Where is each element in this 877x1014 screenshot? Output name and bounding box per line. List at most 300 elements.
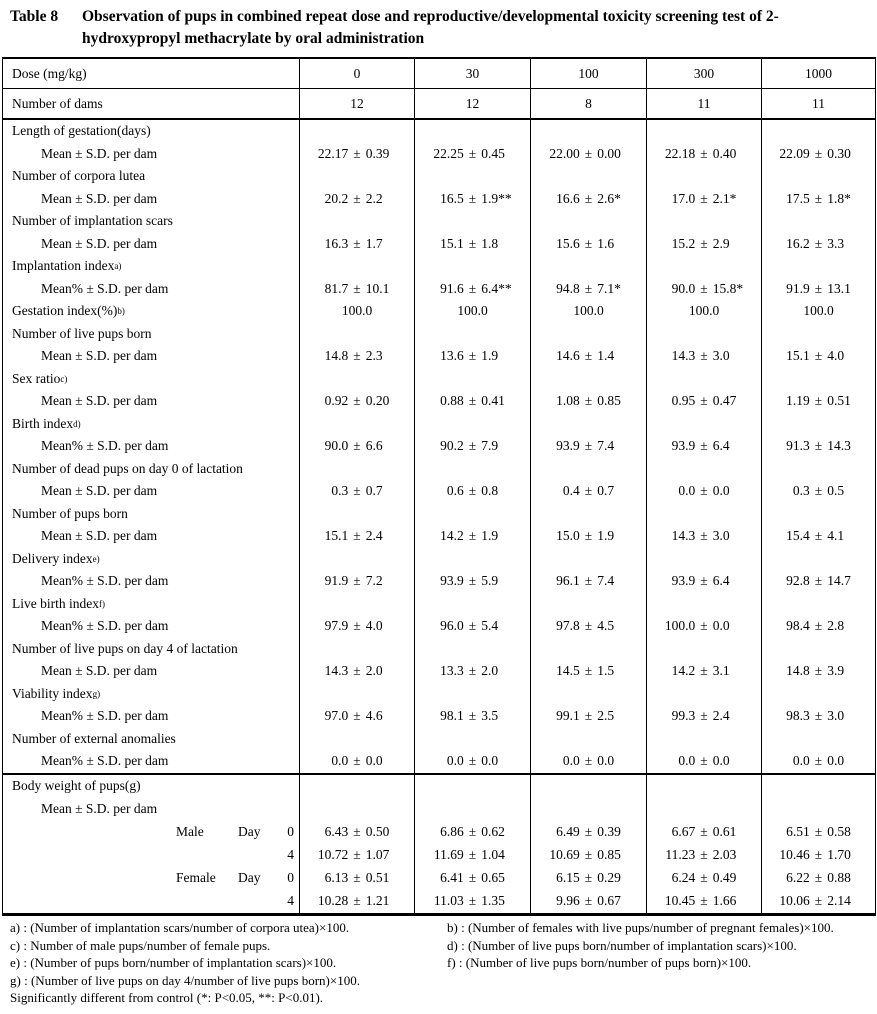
plus-minus-sign: ± bbox=[700, 235, 708, 251]
value-cell bbox=[530, 413, 646, 436]
table-row bbox=[3, 750, 875, 773]
plus-minus-sign: ± bbox=[353, 847, 361, 862]
plus-minus-sign: ± bbox=[468, 393, 477, 409]
mean-value: 10.46 bbox=[779, 847, 810, 862]
value-cell bbox=[414, 638, 530, 661]
plus-minus-sign: ± bbox=[468, 280, 477, 296]
plus-minus-sign: ± bbox=[814, 753, 823, 769]
single-value: 8 bbox=[585, 95, 592, 111]
value-cell bbox=[530, 458, 646, 481]
plus-minus-sign: ± bbox=[700, 393, 708, 409]
mean-value: 13.6 bbox=[440, 348, 464, 364]
mean-value: 0.0 bbox=[331, 753, 349, 769]
row-label bbox=[3, 798, 299, 821]
mean-value: 15.1 bbox=[440, 235, 464, 251]
row-label bbox=[3, 660, 299, 683]
sd-value: 1.21 bbox=[365, 893, 390, 908]
value-cell bbox=[646, 278, 761, 301]
value-cell bbox=[299, 615, 414, 638]
sd-value: 0.0 bbox=[827, 753, 845, 769]
row-label-text: Number of external anomalies bbox=[12, 730, 176, 746]
plus-minus-sign: ± bbox=[814, 190, 823, 206]
sd-value: 6.4 bbox=[712, 573, 730, 589]
value-cell bbox=[761, 775, 875, 798]
row-label-text: Number of live pups born bbox=[12, 325, 152, 341]
sd-value: 1.6 bbox=[597, 235, 615, 251]
value-cell bbox=[761, 683, 875, 706]
value-cell bbox=[530, 570, 646, 593]
value-cell bbox=[530, 188, 646, 211]
table-body bbox=[3, 120, 875, 773]
value-cell bbox=[761, 660, 875, 683]
table-row bbox=[3, 890, 875, 913]
mean-value: 0.0 bbox=[678, 483, 696, 499]
mean-value: 98.4 bbox=[786, 618, 810, 634]
value-cell bbox=[646, 480, 761, 503]
mean-value: 14.3 bbox=[671, 348, 696, 364]
plus-minus-sign: ± bbox=[584, 438, 593, 454]
table-row bbox=[3, 165, 875, 188]
value-cell bbox=[530, 660, 646, 683]
value-cell bbox=[530, 143, 646, 166]
plus-minus-sign: ± bbox=[353, 663, 361, 679]
single-value: 0 bbox=[353, 65, 361, 81]
mean-value: 16.2 bbox=[786, 235, 810, 251]
value-cell bbox=[414, 821, 530, 844]
sd-value: 3.3 bbox=[827, 235, 845, 251]
mean-value: 99.1 bbox=[556, 708, 580, 724]
value-cell bbox=[761, 525, 875, 548]
value-cell bbox=[761, 120, 875, 143]
value-cell bbox=[299, 570, 414, 593]
table-row bbox=[3, 660, 875, 683]
value-cell bbox=[530, 750, 646, 773]
value-cell bbox=[530, 165, 646, 188]
table-row bbox=[3, 798, 875, 821]
value-cell bbox=[530, 390, 646, 413]
plus-minus-sign: ± bbox=[814, 573, 823, 589]
day-label: Day bbox=[238, 824, 261, 839]
sd-value: 0.0 bbox=[481, 753, 499, 769]
plus-minus-sign: ± bbox=[700, 280, 708, 296]
value-cell bbox=[646, 143, 761, 166]
mean-value: 90.0 bbox=[671, 280, 696, 296]
value-cell bbox=[414, 775, 530, 798]
mean-value: 14.3 bbox=[324, 663, 349, 679]
plus-minus-sign: ± bbox=[700, 893, 708, 908]
value-cell bbox=[646, 798, 761, 821]
sd-value: 3.0 bbox=[712, 528, 730, 544]
value-cell bbox=[414, 867, 530, 890]
plus-minus-sign: ± bbox=[468, 348, 477, 364]
mean-value: 97.0 bbox=[324, 708, 349, 724]
row-label-text: Number of pups born bbox=[12, 505, 128, 521]
row-label bbox=[3, 210, 299, 233]
plus-minus-sign: ± bbox=[814, 280, 823, 296]
footnotes bbox=[10, 919, 870, 1007]
plus-minus-sign: ± bbox=[353, 393, 361, 409]
sd-value: 0.20 bbox=[365, 393, 390, 409]
value-cell bbox=[414, 503, 530, 526]
sd-value: 1.07 bbox=[365, 847, 390, 862]
value-cell bbox=[646, 233, 761, 256]
row-label bbox=[3, 59, 299, 88]
value-cell bbox=[646, 503, 761, 526]
sd-value: 0.45 bbox=[481, 145, 505, 161]
plus-minus-sign: ± bbox=[468, 847, 477, 862]
value-cell bbox=[299, 775, 414, 798]
plus-minus-sign: ± bbox=[468, 708, 477, 724]
plus-minus-sign: ± bbox=[584, 663, 593, 679]
value-cell bbox=[299, 705, 414, 728]
sd-value: 1.8* bbox=[827, 190, 851, 206]
plus-minus-sign: ± bbox=[814, 483, 823, 499]
plus-minus-sign: ± bbox=[353, 145, 361, 161]
value-cell bbox=[299, 593, 414, 616]
row-label: Viability index g) bbox=[12, 685, 101, 701]
mean-value: 16.3 bbox=[324, 235, 349, 251]
value-cell bbox=[646, 413, 761, 436]
sd-value: 0.67 bbox=[597, 893, 621, 908]
value-cell bbox=[530, 210, 646, 233]
sd-value: 5.9 bbox=[481, 573, 499, 589]
mean-value: 22.00 bbox=[549, 145, 580, 161]
table-row bbox=[3, 867, 875, 890]
sd-value: 2.2 bbox=[365, 190, 383, 206]
mean-value: 6.15 bbox=[556, 870, 580, 885]
mean-value: 6.67 bbox=[671, 824, 696, 839]
sd-value: 3.0 bbox=[827, 708, 845, 724]
single-value: 100.0 bbox=[688, 303, 720, 319]
sd-value: 3.9 bbox=[827, 663, 845, 679]
sd-value: 0.85 bbox=[597, 393, 621, 409]
mean-value: 6.22 bbox=[786, 870, 810, 885]
value-cell bbox=[646, 867, 761, 890]
row-label bbox=[3, 143, 299, 166]
value-cell bbox=[761, 143, 875, 166]
value-cell bbox=[761, 480, 875, 503]
mean-value: 10.69 bbox=[549, 847, 580, 862]
value-cell bbox=[761, 890, 875, 913]
day-number: 4 bbox=[287, 893, 294, 908]
day-label: Day bbox=[238, 870, 261, 885]
table-row bbox=[3, 435, 875, 458]
mean-value: 11.23 bbox=[665, 847, 696, 862]
row-label: Sex ratio c) bbox=[12, 370, 68, 386]
mean-value: 22.17 bbox=[317, 145, 349, 161]
sd-value: 0.51 bbox=[365, 870, 390, 885]
mean-value: 6.49 bbox=[556, 824, 580, 839]
plus-minus-sign: ± bbox=[700, 348, 708, 364]
sd-value: 0.7 bbox=[597, 483, 615, 499]
table-row bbox=[3, 844, 875, 867]
footnote: c) : Number of male pups/number of female pups. bbox=[10, 937, 271, 953]
sd-value: 6.4** bbox=[481, 280, 512, 296]
single-value: 1000 bbox=[805, 65, 832, 81]
value-cell bbox=[761, 210, 875, 233]
mean-value: 98.1 bbox=[440, 708, 464, 724]
value-cell bbox=[646, 210, 761, 233]
plus-minus-sign: ± bbox=[700, 145, 708, 161]
value-cell bbox=[299, 188, 414, 211]
footnote: e) : (Number of pups born/number of implantation scars)×100. bbox=[10, 955, 337, 970]
sd-value: 0.51 bbox=[827, 393, 851, 409]
table-row bbox=[3, 458, 875, 481]
sd-value: 1.66 bbox=[712, 893, 737, 908]
mean-value: 15.4 bbox=[786, 528, 810, 544]
value-cell bbox=[761, 458, 875, 481]
value-cell bbox=[299, 458, 414, 481]
value-cell bbox=[761, 165, 875, 188]
plus-minus-sign: ± bbox=[814, 870, 823, 885]
value-cell bbox=[646, 593, 761, 616]
value-cell bbox=[646, 345, 761, 368]
single-value: 100 bbox=[578, 65, 599, 81]
value-cell bbox=[761, 750, 875, 773]
value-cell bbox=[299, 798, 414, 821]
row-label-text: Number of corpora lutea bbox=[12, 168, 146, 184]
row-label-text: Number of dead pups on day 0 of lactation bbox=[12, 460, 243, 476]
sd-value: 6.6 bbox=[365, 438, 383, 454]
sd-value: 3.0 bbox=[712, 348, 730, 364]
value-cell bbox=[414, 323, 530, 346]
plus-minus-sign: ± bbox=[700, 870, 708, 885]
row-label-text: Gestation index(%) bbox=[12, 303, 118, 319]
value-cell bbox=[299, 255, 414, 278]
mean-value: 14.6 bbox=[556, 348, 580, 364]
row-label bbox=[3, 480, 299, 503]
plus-minus-sign: ± bbox=[584, 708, 593, 724]
value-cell bbox=[414, 798, 530, 821]
value-cell bbox=[414, 593, 530, 616]
value-cell bbox=[761, 323, 875, 346]
mean-value: 0.4 bbox=[562, 483, 580, 499]
value-cell bbox=[414, 660, 530, 683]
value-cell bbox=[646, 548, 761, 571]
sd-value: 0.40 bbox=[712, 145, 737, 161]
plus-minus-sign: ± bbox=[814, 663, 823, 679]
value-cell bbox=[414, 233, 530, 256]
value-cell bbox=[414, 300, 530, 323]
plus-minus-sign: ± bbox=[814, 824, 823, 839]
mean-value: 22.09 bbox=[779, 145, 810, 161]
row-label bbox=[3, 615, 299, 638]
table-row bbox=[3, 775, 875, 798]
sd-value: 4.0 bbox=[365, 618, 383, 634]
value-cell bbox=[414, 165, 530, 188]
sd-value: 5.4 bbox=[481, 618, 499, 634]
table-row bbox=[3, 345, 875, 368]
plus-minus-sign: ± bbox=[468, 438, 477, 454]
value-cell bbox=[761, 255, 875, 278]
plus-minus-sign: ± bbox=[468, 870, 477, 885]
mean-value: 14.8 bbox=[324, 348, 349, 364]
sd-value: 0.41 bbox=[481, 393, 505, 409]
value-cell bbox=[299, 548, 414, 571]
plus-minus-sign: ± bbox=[700, 824, 708, 839]
sd-value: 2.9 bbox=[712, 235, 730, 251]
row-label-text: Mean% ± S.D. per dam bbox=[41, 280, 169, 296]
value-cell bbox=[414, 480, 530, 503]
plus-minus-sign: ± bbox=[353, 280, 361, 296]
value-cell bbox=[761, 821, 875, 844]
value-cell bbox=[414, 458, 530, 481]
footnote-pair bbox=[10, 937, 870, 955]
value-cell bbox=[299, 660, 414, 683]
mean-value: 22.18 bbox=[664, 145, 696, 161]
mean-value: 0.0 bbox=[446, 753, 464, 769]
value-cell bbox=[530, 120, 646, 143]
table-row bbox=[3, 143, 875, 166]
plus-minus-sign: ± bbox=[584, 753, 593, 769]
plus-minus-sign: ± bbox=[468, 618, 477, 634]
value-cell bbox=[414, 255, 530, 278]
value-cell bbox=[299, 435, 414, 458]
table-row bbox=[3, 368, 875, 391]
value-cell bbox=[299, 867, 414, 890]
row-label-text: Number of implantation scars bbox=[12, 213, 173, 229]
single-value: 30 bbox=[465, 65, 480, 81]
value-cell bbox=[761, 798, 875, 821]
table-row bbox=[3, 188, 875, 211]
value-cell bbox=[530, 683, 646, 706]
value-cell bbox=[530, 323, 646, 346]
value-cell bbox=[414, 120, 530, 143]
value-cell bbox=[761, 728, 875, 751]
mean-value: 15.1 bbox=[324, 528, 349, 544]
sd-value: 6.4 bbox=[712, 438, 730, 454]
value-cell bbox=[299, 165, 414, 188]
value-cell bbox=[299, 503, 414, 526]
row-label bbox=[3, 728, 299, 751]
value-cell bbox=[299, 750, 414, 773]
single-value: 12 bbox=[465, 95, 480, 111]
plus-minus-sign: ± bbox=[584, 528, 593, 544]
value-cell bbox=[646, 705, 761, 728]
mean-value: 6.24 bbox=[671, 870, 696, 885]
sd-value: 0.0 bbox=[597, 753, 615, 769]
value-cell bbox=[646, 89, 761, 118]
sd-value: 2.8 bbox=[827, 618, 845, 634]
row-label-text: Mean ± S.D. per dam bbox=[41, 145, 158, 161]
plus-minus-sign: ± bbox=[584, 824, 593, 839]
table-bodyweight-section bbox=[3, 773, 875, 913]
value-cell bbox=[761, 300, 875, 323]
row-label-text: Mean% ± S.D. per dam bbox=[41, 753, 169, 769]
sd-value: 2.0 bbox=[365, 663, 383, 679]
value-cell bbox=[299, 821, 414, 844]
single-value: 11 bbox=[697, 95, 711, 111]
sex-label: Male bbox=[176, 824, 204, 839]
mean-value: 96.1 bbox=[556, 573, 580, 589]
day-number: 0 bbox=[287, 824, 294, 839]
table-title-text: Observation of pups in combined repeat dose and reproductive/developmental toxicity screening test of 2-hydroxypropyl methacrylate by oral administration bbox=[82, 8, 779, 47]
value-cell bbox=[414, 683, 530, 706]
value-cell bbox=[761, 188, 875, 211]
mean-value: 20.2 bbox=[324, 190, 349, 206]
sd-value: 2.14 bbox=[827, 893, 851, 908]
row-label-text: Mean ± S.D. per dam bbox=[41, 235, 158, 251]
plus-minus-sign: ± bbox=[468, 528, 477, 544]
row-label-text: Mean% ± S.D. per dam bbox=[41, 573, 169, 589]
mean-value: 10.06 bbox=[779, 893, 810, 908]
plus-minus-sign: ± bbox=[700, 190, 708, 206]
mean-value: 99.3 bbox=[671, 708, 696, 724]
value-cell bbox=[646, 683, 761, 706]
value-cell bbox=[530, 345, 646, 368]
value-cell bbox=[646, 458, 761, 481]
row-label bbox=[3, 390, 299, 413]
row-label bbox=[3, 750, 299, 773]
plus-minus-sign: ± bbox=[700, 438, 708, 454]
mean-value: 1.08 bbox=[556, 393, 580, 409]
plus-minus-sign: ± bbox=[584, 235, 593, 251]
row-label-text: Sex ratio bbox=[12, 370, 61, 386]
mean-value: 17.0 bbox=[671, 190, 696, 206]
row-label bbox=[3, 89, 299, 118]
value-cell bbox=[646, 660, 761, 683]
sex-label: Female bbox=[176, 870, 216, 885]
row-label bbox=[3, 188, 299, 211]
value-cell bbox=[530, 233, 646, 256]
sd-value: 7.4 bbox=[597, 438, 615, 454]
value-cell bbox=[530, 821, 646, 844]
value-cell bbox=[530, 705, 646, 728]
mean-value: 15.6 bbox=[556, 235, 580, 251]
mean-value: 6.51 bbox=[786, 824, 810, 839]
plus-minus-sign: ± bbox=[353, 438, 361, 454]
value-cell bbox=[299, 210, 414, 233]
row-label: Delivery index e) bbox=[12, 550, 100, 566]
table-row bbox=[3, 120, 875, 143]
mean-value: 14.2 bbox=[671, 663, 696, 679]
plus-minus-sign: ± bbox=[584, 847, 593, 862]
plus-minus-sign: ± bbox=[584, 618, 593, 634]
value-cell bbox=[414, 345, 530, 368]
mean-value: 0.0 bbox=[678, 753, 696, 769]
table-row bbox=[3, 615, 875, 638]
sd-value: 14.7 bbox=[827, 573, 851, 589]
mean-value: 14.5 bbox=[556, 663, 580, 679]
value-cell bbox=[299, 278, 414, 301]
row-label-text: Live birth index bbox=[12, 595, 99, 611]
sd-value: 0.8 bbox=[481, 483, 499, 499]
value-cell bbox=[414, 890, 530, 913]
plus-minus-sign: ± bbox=[468, 893, 477, 908]
mean-value: 98.3 bbox=[786, 708, 810, 724]
row-label bbox=[3, 570, 299, 593]
table-row bbox=[3, 705, 875, 728]
sd-value: 1.8 bbox=[481, 235, 499, 251]
sd-value: 4.6 bbox=[365, 708, 383, 724]
mean-value: 6.86 bbox=[440, 824, 464, 839]
value-cell bbox=[646, 300, 761, 323]
value-cell bbox=[761, 615, 875, 638]
value-cell bbox=[646, 120, 761, 143]
mean-value: 16.5 bbox=[440, 190, 464, 206]
mean-value: 10.45 bbox=[664, 893, 696, 908]
day-number: 0 bbox=[287, 870, 294, 885]
footnote: f) : (Number of live pups born/number of pups born)×100. bbox=[447, 955, 752, 970]
value-cell bbox=[646, 188, 761, 211]
value-cell bbox=[414, 59, 530, 88]
bodyweight-row-label bbox=[3, 890, 299, 913]
sd-value: 2.3 bbox=[365, 348, 383, 364]
mean-value: 14.8 bbox=[786, 663, 810, 679]
value-cell bbox=[530, 278, 646, 301]
sd-value: 7.1* bbox=[597, 280, 621, 296]
value-cell bbox=[530, 548, 646, 571]
